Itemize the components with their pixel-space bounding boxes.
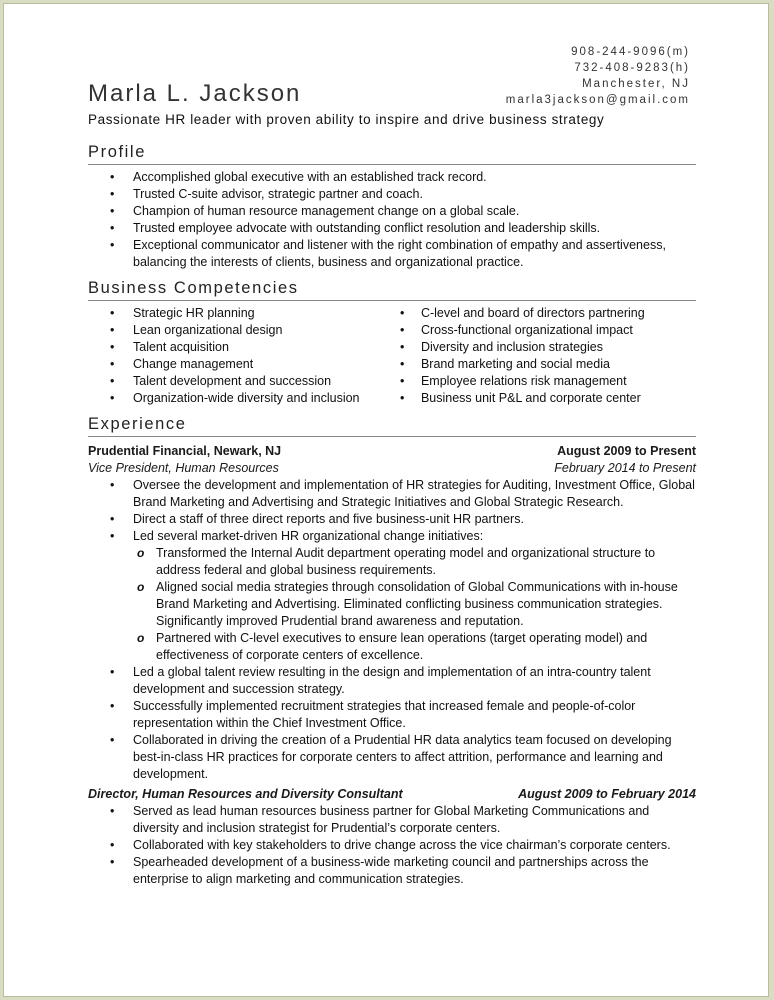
- employer-name: Prudential Financial, Newark, NJ: [88, 444, 282, 458]
- list-item: • Served as lead human resources business partner for Global Marketing Communications and diversity and inclusion strategist for Prudential’s corporate centers.: [88, 803, 696, 837]
- list-item: • Spearheaded development of a business-wide marketing council and partnerships across the enterprise to align marketing and communication strategies.: [88, 854, 696, 888]
- profile-list: [88, 169, 696, 271]
- role-title: Director, Human Resources and Diversity Consultant: [88, 787, 403, 801]
- resume-page: [3, 3, 769, 997]
- list-item: • Trusted C-suite advisor, strategic partner and coach.: [88, 186, 696, 203]
- list-item: • Employee relations risk management: [398, 373, 696, 390]
- list-item-text: Led several market-driven HR organizational change initiatives:: [133, 529, 484, 543]
- role1-list-cont: [88, 664, 696, 783]
- phone-home: 732-408-9283(h): [574, 62, 690, 74]
- sub-list-item: o Transformed the Internal Audit department operating model and organizational structure to address federal and global business requirements.: [88, 545, 696, 579]
- experience-section: [88, 415, 696, 888]
- competencies-section: [88, 279, 696, 407]
- section-title-profile: Profile: [88, 143, 696, 165]
- list-item: • Talent acquisition: [88, 339, 398, 356]
- role-header: [88, 460, 696, 477]
- list-item: • Direct a staff of three direct reports and five business-unit HR partners.: [88, 511, 696, 528]
- sub-list-item: o Partnered with C-level executives to ensure lean operations (target operating model) and effectiveness of corporate centers of excellence.: [88, 630, 696, 664]
- list-item: • Exceptional communicator and listener with the right combination of empathy and assertiveness, balancing the interests of clients, business and organizational practice.: [88, 237, 696, 271]
- role-dates: August 2009 to February 2014: [518, 787, 696, 801]
- list-item: • Talent development and succession: [88, 373, 398, 390]
- sub-list-item: o Aligned social media strategies through consolidation of Global Communications with in-house Brand Marketing and Advertising. Eliminated conflicting business communication strategies. Significantly improved Prudential brand awareness and reputation.: [88, 579, 696, 630]
- list-item: • Change management: [88, 356, 398, 373]
- list-item: • Diversity and inclusion strategies: [398, 339, 696, 356]
- list-item: [88, 528, 696, 545]
- competencies-left-list: [88, 305, 398, 407]
- list-item: • Collaborated in driving the creation of a Prudential HR data analytics team focused on developing best-in-class HR practices for corporate centers to affect attrition, performance and learning and development.: [88, 732, 696, 783]
- list-item: • Led a global talent review resulting in the design and implementation of an intra-country talent development and succession strategy.: [88, 664, 696, 698]
- role-header: [88, 786, 696, 803]
- list-item: • Accomplished global executive with an established track record.: [88, 169, 696, 186]
- contact-block: [506, 44, 690, 108]
- candidate-name: Marla L. Jackson: [88, 80, 302, 107]
- section-title-experience: Experience: [88, 415, 696, 437]
- list-item: • Champion of human resource management change on a global scale.: [88, 203, 696, 220]
- competencies-right-list: [398, 305, 696, 407]
- list-item: • Lean organizational design: [88, 322, 398, 339]
- profile-section: [88, 143, 696, 271]
- role-dates: February 2014 to Present: [554, 461, 696, 475]
- list-item: • Brand marketing and social media: [398, 356, 696, 373]
- role-title: Vice President, Human Resources: [88, 461, 279, 475]
- tagline: Passionate HR leader with proven ability to inspire and drive business strategy: [88, 112, 605, 127]
- list-item: • Cross-functional organizational impact: [398, 322, 696, 339]
- employer-dates: August 2009 to Present: [557, 444, 696, 458]
- section-title-competencies: Business Competencies: [88, 279, 696, 301]
- list-item: • Collaborated with key stakeholders to drive change across the vice chairman’s corporate centers.: [88, 837, 696, 854]
- location: Manchester, NJ: [582, 78, 690, 90]
- list-item: • C-level and board of directors partnering: [398, 305, 696, 322]
- competencies-columns: [88, 301, 696, 407]
- email: marla3jackson@gmail.com: [505, 94, 690, 106]
- phone-mobile: 908-244-9096(m): [571, 46, 690, 58]
- list-item: • Strategic HR planning: [88, 305, 398, 322]
- list-item: • Successfully implemented recruitment strategies that increased female and people-of-color representation within the Chief Investment Office.: [88, 698, 696, 732]
- employer-header: [88, 443, 696, 460]
- list-item: • Organization-wide diversity and inclusion: [88, 390, 398, 407]
- role1-sublist: [88, 545, 696, 664]
- role2-list: [88, 803, 696, 888]
- list-item: • Oversee the development and implementation of HR strategies for Auditing, Investment Office, Global Brand Marketing and Advertising and Strategic Initiatives and Global Strategic Research.: [88, 477, 696, 511]
- list-item: • Business unit P&L and corporate center: [398, 390, 696, 407]
- role1-list: [88, 477, 696, 545]
- list-item: • Trusted employee advocate with outstanding conflict resolution and leadership skills.: [88, 220, 696, 237]
